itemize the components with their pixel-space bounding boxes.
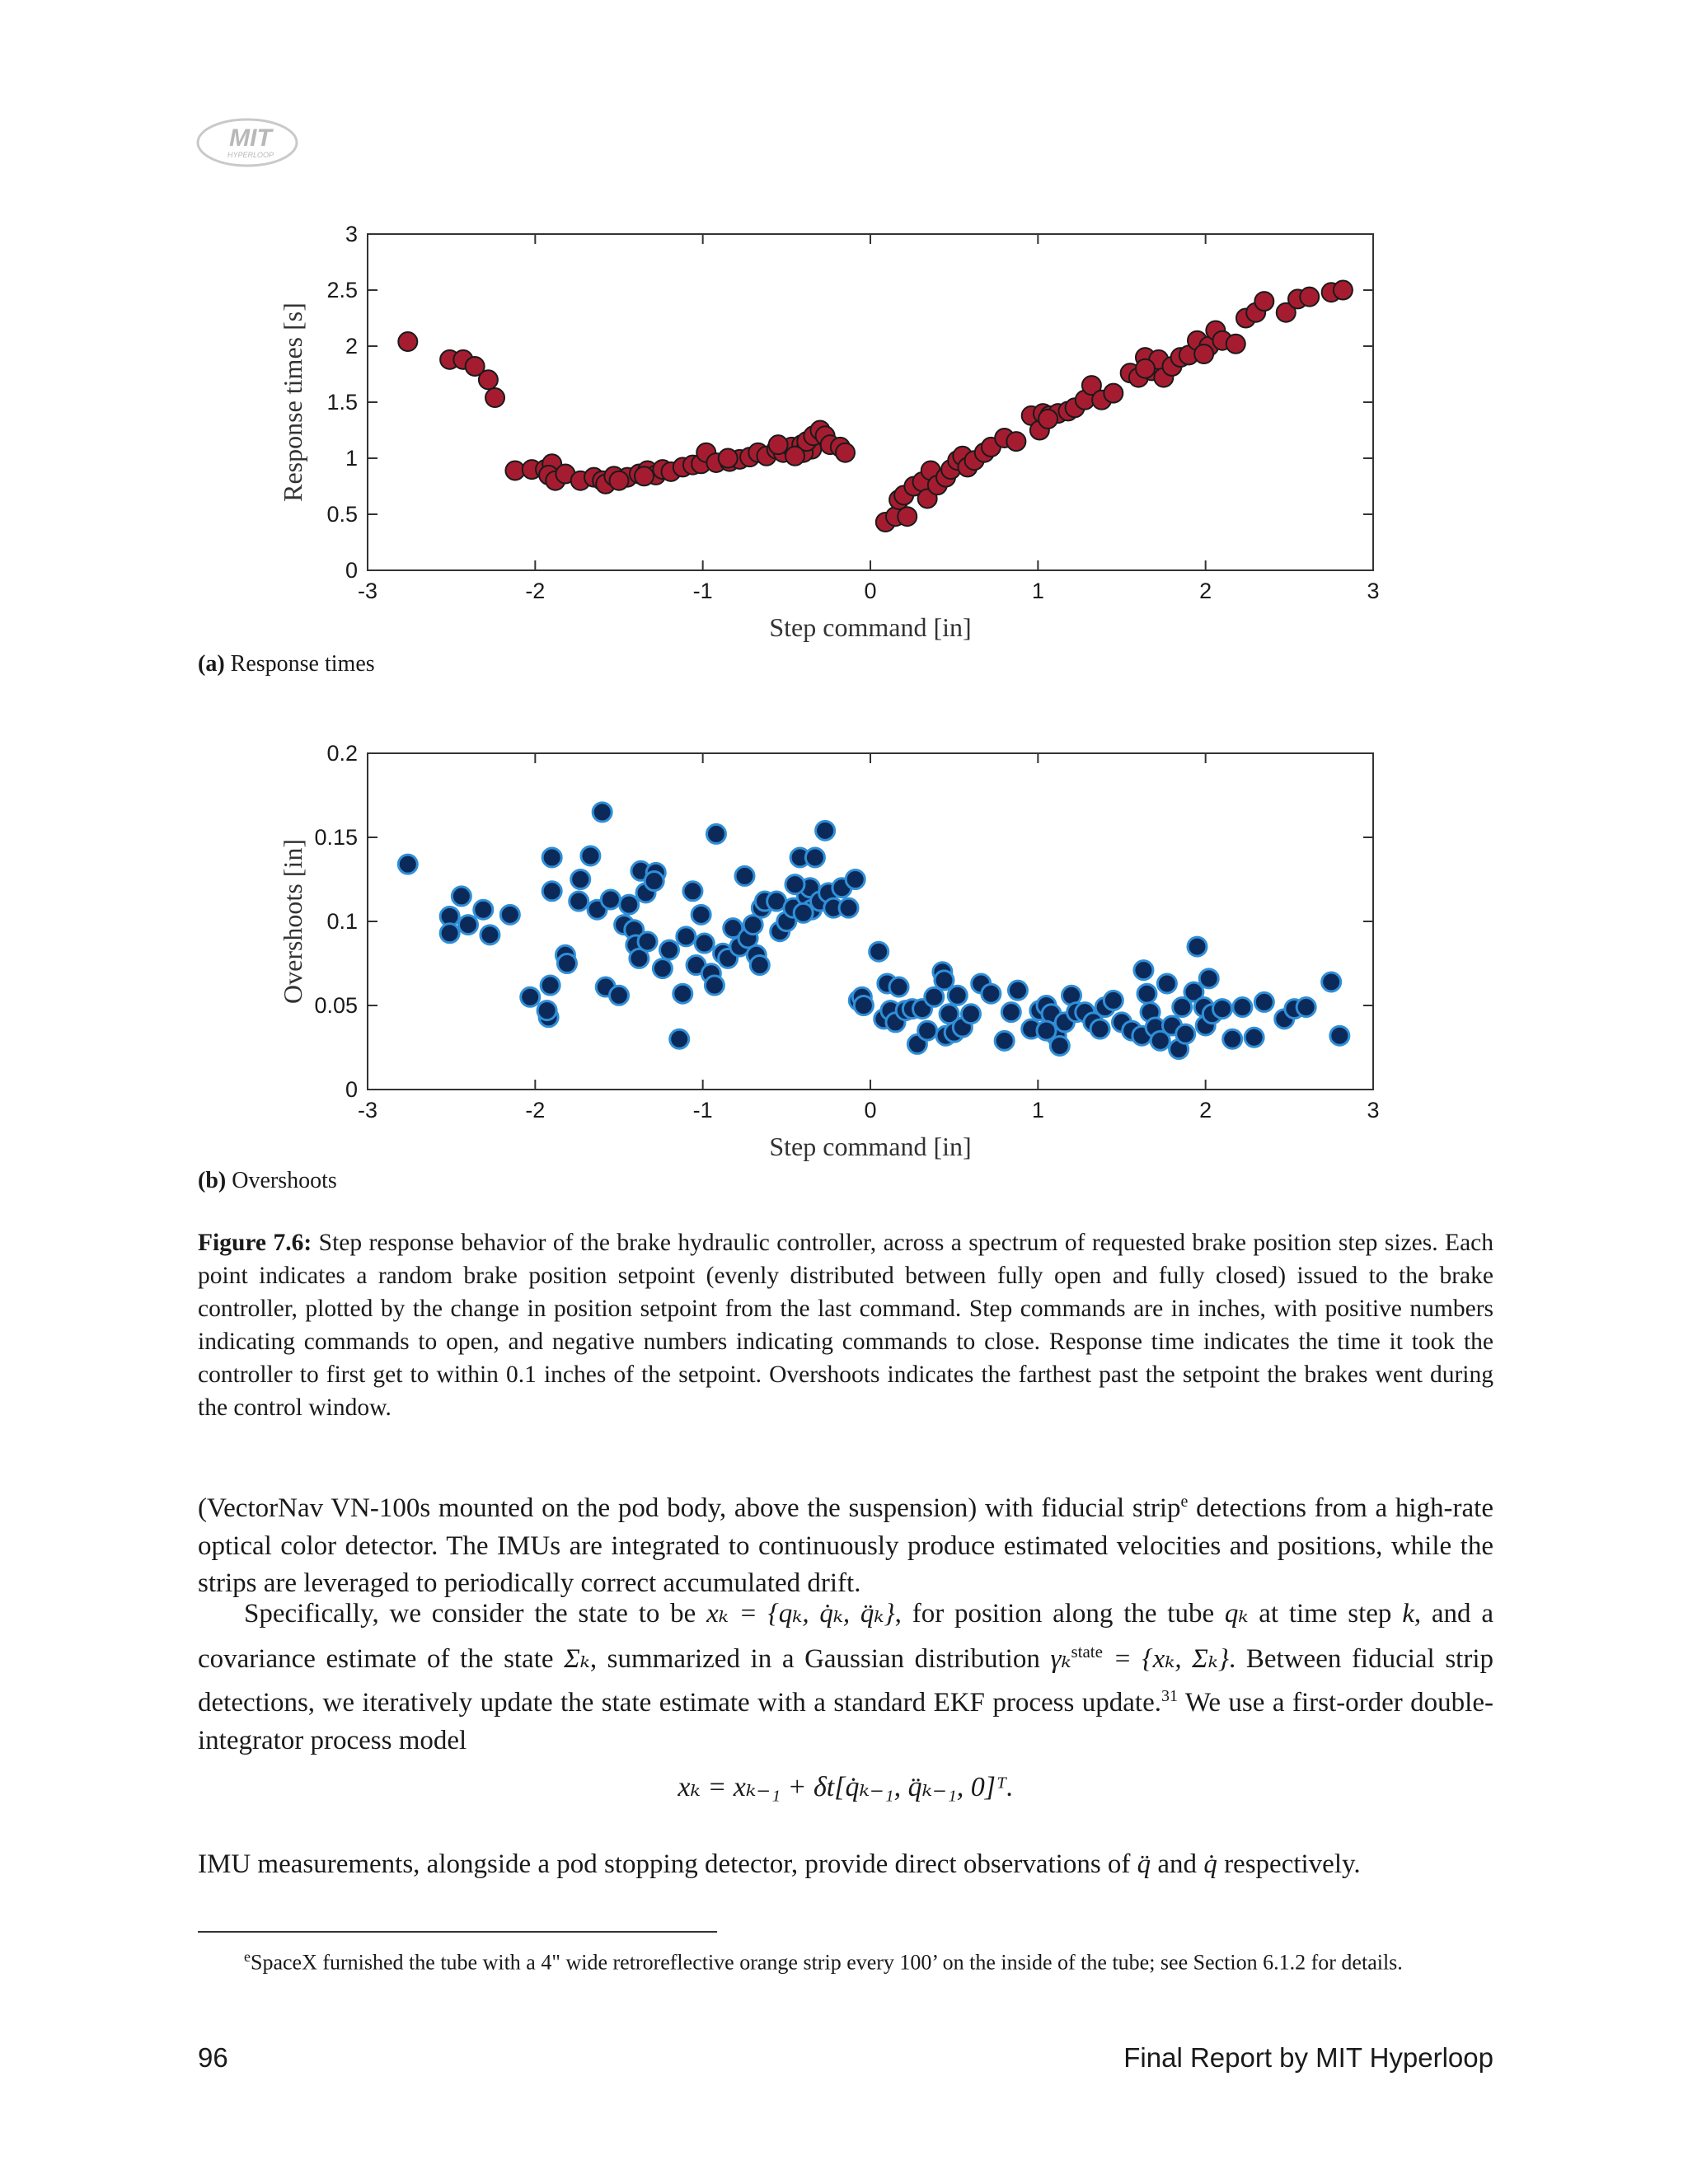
data-point (485, 388, 504, 407)
data-point (398, 855, 417, 874)
data-point (962, 1005, 981, 1024)
data-point (683, 882, 702, 901)
data-point (750, 956, 769, 975)
data-point (398, 332, 417, 351)
paragraph-1 (198, 1483, 1493, 1603)
data-point (635, 466, 654, 485)
data-point (1137, 984, 1156, 1003)
data-point (670, 1029, 689, 1048)
data-point (677, 927, 696, 946)
x-axis-label: Step command [in] (769, 612, 972, 642)
footnote-e-text: SpaceX furnished the tube with a 4" wide retroreflective orange strip every 100’ on the inside of the tube; see Section 6.1.2 for details. (251, 1950, 1403, 1975)
para1-text-a: (VectorNav VN-100s mounted on the pod body, above the suspension) with fiducial strip (198, 1493, 1181, 1523)
data-point (948, 986, 967, 1005)
x-axis-label: Step command [in] (769, 1132, 972, 1161)
subcaption-a-text: Response times (230, 651, 375, 677)
data-point (521, 987, 540, 1006)
data-point (1001, 1003, 1020, 1022)
figure-caption (198, 1226, 1493, 1424)
citation-31[interactable]: 31 (1160, 1687, 1178, 1705)
paragraph-3 (198, 1846, 1493, 1884)
y-axis-label: Response times [s] (278, 302, 307, 502)
math-position: qₖ (1224, 1599, 1249, 1629)
data-point (889, 977, 908, 996)
data-point (1254, 292, 1273, 311)
data-point (1157, 974, 1176, 993)
data-point (459, 916, 478, 935)
logo-subtext: HYPERLOOP (227, 151, 274, 159)
y-tick-label: 2 (345, 334, 358, 359)
data-point (1188, 937, 1207, 956)
data-point (1050, 1036, 1069, 1055)
data-point (1194, 344, 1213, 363)
x-tick-label: -2 (525, 579, 546, 603)
data-point (785, 875, 804, 894)
subcaption-b (198, 1168, 337, 1194)
data-point (1223, 1029, 1242, 1048)
x-tick-label: -3 (357, 1098, 378, 1122)
data-point (982, 984, 1001, 1003)
data-point (653, 959, 672, 978)
mit-hyperloop-logo (196, 117, 299, 168)
data-point (692, 905, 710, 924)
data-point (1104, 384, 1123, 403)
data-point (660, 940, 679, 959)
para2-text-d: , and a covariance estimate of the state (198, 1599, 1493, 1674)
x-tick-label: -3 (357, 579, 378, 603)
data-point (645, 872, 663, 891)
para2-text-e: , summarized in a Gaussian distribution (589, 1643, 1051, 1674)
x-tick-label: 1 (1031, 579, 1044, 603)
data-point (593, 803, 612, 822)
math-k: k (1402, 1599, 1414, 1629)
data-point (719, 449, 738, 468)
y-tick-label: 0.5 (326, 502, 358, 527)
data-point (1006, 432, 1025, 451)
paragraph-2 (198, 1596, 1493, 1760)
y-tick-label: 0 (345, 558, 358, 583)
subcaption-b-label: (b) (198, 1168, 227, 1193)
data-point (1334, 281, 1353, 300)
x-tick-label: 2 (1199, 1098, 1212, 1122)
data-point (479, 370, 498, 389)
data-point (620, 895, 639, 914)
data-point (1245, 1028, 1264, 1047)
data-point (1136, 359, 1155, 378)
data-point (1037, 1021, 1056, 1040)
figure-caption-text: Step response behavior of the brake hydraulic controller, across a spectrum of requested brake position step sizes. Each point indicates a random brake position setpoint (evenly distributed between fully open and fully closed) issued to the brake controller, plotted by the change in position setpoint from the last command. Step commands are in inches, with positive numbers indicating commands to open, and negative numbers indicating commands to close. Response time indicates the time it took the controller to first get to within 0.1 inches of the setpoint. Overshoots indicates the farthest past the setpoint the brakes went during the control window. (198, 1230, 1494, 1421)
data-point (1322, 972, 1341, 991)
math-gamma-sup: state (1071, 1641, 1103, 1661)
y-tick-label: 0.1 (326, 909, 358, 934)
x-tick-label: 3 (1367, 579, 1380, 603)
x-tick-label: 0 (864, 1098, 877, 1122)
x-tick-label: -2 (525, 1098, 546, 1122)
data-point (705, 976, 724, 995)
math-covariance: Σₖ (564, 1643, 590, 1674)
math-qddot: q̈ (1137, 1849, 1151, 1879)
para3-text-c: respectively. (1217, 1849, 1361, 1879)
y-tick-label: 0.15 (314, 825, 358, 850)
data-point (935, 971, 954, 990)
data-point (805, 848, 824, 867)
data-point (542, 882, 561, 901)
para2-text-g: We use a first-order double-integrator process model (198, 1688, 1493, 1755)
figure-overshoots (0, 725, 1688, 1170)
subcaption-a-label: (a) (198, 651, 225, 677)
math-qdot: q̇ (1203, 1849, 1217, 1879)
x-tick-label: -1 (692, 1098, 713, 1122)
data-point (870, 942, 889, 961)
data-point (1213, 1000, 1232, 1019)
data-point (846, 870, 865, 889)
data-point (1226, 335, 1245, 354)
data-point (481, 926, 499, 944)
y-axis-label: Overshoots [in] (278, 839, 307, 1004)
data-point (542, 848, 561, 867)
data-point (581, 846, 600, 865)
para3-text-a: IMU measurements, alongside a pod stopping detector, provide direct observations of (198, 1849, 1137, 1879)
y-tick-label: 0.05 (314, 993, 358, 1018)
overshoots-chart (0, 725, 1688, 1170)
data-point (1176, 1024, 1195, 1043)
para3-text-b: and (1151, 1849, 1204, 1879)
para1-text-b: detections from a high-rate optical color detector. The IMUs are integrated to continuously produce estimated velocities and positions, while the strips are leveraged to periodically correct accumulated drift. (198, 1493, 1493, 1598)
footnote-marker-e[interactable]: e (1180, 1493, 1189, 1511)
data-point (541, 976, 560, 995)
math-gamma-def: = {xₖ, Σₖ} (1102, 1643, 1230, 1674)
page-number: 96 (198, 2042, 228, 2073)
y-tick-label: 3 (345, 222, 358, 246)
subcaption-a (198, 651, 375, 677)
data-point (794, 903, 813, 922)
figure-caption-label: Figure 7.6: (198, 1230, 312, 1256)
data-point (537, 1001, 556, 1020)
data-point (898, 507, 917, 526)
data-point (854, 996, 873, 1015)
y-tick-label: 0.2 (326, 741, 358, 766)
para2-text-c: at time step (1248, 1599, 1403, 1629)
x-tick-label: 0 (864, 579, 877, 603)
data-point (735, 866, 754, 885)
data-point (1039, 410, 1057, 429)
math-gamma: γₖ (1050, 1643, 1071, 1674)
math-state-def: xₖ = {qₖ, q̇ₖ, q̈ₖ} (706, 1599, 895, 1629)
para2-text-b: , for position along the tube (894, 1599, 1225, 1629)
data-point (706, 824, 725, 843)
data-point (1090, 1019, 1109, 1038)
data-point (839, 898, 858, 917)
x-tick-label: 2 (1199, 579, 1212, 603)
footnote-e (198, 1942, 1493, 1978)
data-point (673, 984, 692, 1003)
logo-text: MIT (229, 124, 272, 152)
y-tick-label: 0 (345, 1077, 358, 1102)
data-point (1134, 961, 1153, 980)
subcaption-b-text: Overshoots (232, 1168, 337, 1193)
data-point (1330, 1026, 1349, 1045)
x-tick-label: -1 (692, 579, 713, 603)
process-model-equation: xₖ = xₖ₋₁ + δt[q̇ₖ₋₁, q̈ₖ₋₁, 0]ᵀ. (678, 1772, 1014, 1802)
data-point (816, 821, 835, 840)
data-point (557, 954, 576, 973)
x-tick-label: 1 (1031, 1098, 1044, 1122)
data-point (452, 887, 471, 906)
data-point (1008, 981, 1027, 1000)
data-point (785, 447, 804, 466)
data-point (500, 905, 519, 924)
data-point (638, 932, 657, 951)
data-point (440, 924, 459, 943)
data-point (601, 890, 620, 909)
data-point (1254, 992, 1273, 1011)
running-title: Final Report by MIT Hyperloop (1123, 2042, 1493, 2073)
footnote-rule (198, 1931, 717, 1933)
data-point (474, 900, 493, 919)
data-point (1104, 991, 1123, 1010)
figure-response-times (0, 206, 1688, 651)
y-tick-label: 1 (345, 446, 358, 471)
data-point (570, 892, 588, 911)
data-point (1233, 998, 1252, 1017)
x-tick-label: 3 (1367, 1098, 1380, 1122)
footnote-e-marker: e (244, 1948, 251, 1965)
y-tick-label: 1.5 (326, 390, 358, 415)
y-tick-label: 2.5 (326, 278, 358, 302)
data-point (571, 870, 590, 889)
data-point (695, 934, 714, 953)
para2-text-f: . Between fiducial strip detections, we iteratively update the state estimate with a standard EKF process update. (198, 1643, 1493, 1718)
data-point (918, 1021, 937, 1040)
data-point (1296, 998, 1315, 1017)
data-point (610, 986, 629, 1005)
data-point (769, 435, 788, 454)
data-point (1199, 969, 1218, 988)
data-point (1300, 288, 1319, 307)
data-point (995, 1031, 1014, 1050)
plot-area (368, 234, 1373, 570)
para2-text-a: Specifically, we consider the state to be (244, 1599, 707, 1629)
response-times-chart (0, 206, 1688, 651)
data-point (925, 987, 944, 1006)
data-point (610, 471, 629, 490)
data-point (836, 443, 855, 462)
